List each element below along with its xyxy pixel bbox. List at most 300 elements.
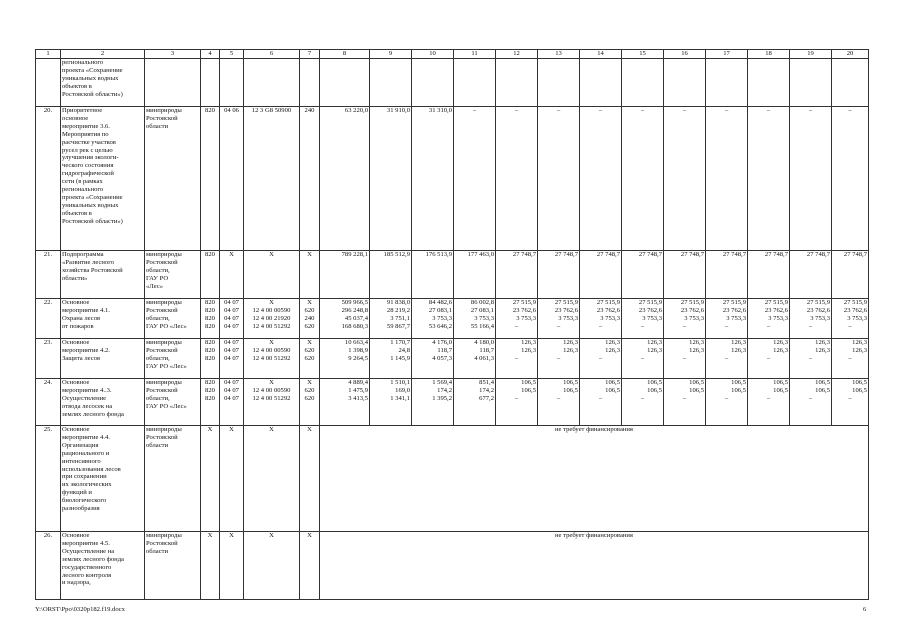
value-line: 3 753,3 [432, 314, 452, 322]
value-cell [832, 299, 869, 339]
value-cell [220, 107, 244, 251]
measure-name [61, 339, 145, 379]
value-line: 04 07 [224, 299, 239, 306]
value-cell [201, 299, 220, 339]
value-cell [320, 379, 370, 426]
value-cell [790, 59, 832, 107]
value-line: 126,3 [815, 339, 830, 346]
value-cell [244, 107, 300, 251]
header-cell: 12 [496, 50, 538, 59]
measure-name-line: улучшения экологи- [62, 154, 119, 162]
value-line: 3 753,3 [558, 314, 578, 322]
value-cell [300, 379, 320, 426]
value-cell [580, 299, 622, 339]
row-number: 21. [36, 251, 61, 299]
value-line: 1 398,9 [348, 346, 368, 354]
executor-line: ГАУ РО «Лес» [146, 322, 187, 330]
value-line: 27 748,7 [722, 251, 746, 258]
measure-name [61, 379, 145, 426]
value-line: 27 748,7 [596, 251, 620, 258]
measure-name [61, 251, 145, 299]
value-line: 31 310,0 [428, 107, 452, 114]
value-cell [244, 299, 300, 339]
value-line: 620 [304, 386, 315, 394]
value-line: 31 910,0 [386, 107, 410, 114]
measure-name-line: мероприятие 4..3. [62, 386, 112, 394]
value-cell [538, 299, 580, 339]
value-line: Х [269, 299, 274, 306]
executor-line: области, [146, 354, 170, 362]
value-line: 126,3 [563, 339, 578, 346]
value-line: 126,3 [563, 346, 578, 354]
value-cell [320, 107, 370, 251]
header-cell: 5 [220, 50, 244, 59]
measure-name-line: объектов в [62, 209, 92, 217]
value-line: 3 753,3 [684, 314, 704, 322]
value-line: 12 4 00 51292 [252, 322, 291, 330]
measure-name-line: объектов в [62, 82, 92, 90]
value-line: 23 762,6 [554, 306, 578, 314]
executor-line: области [146, 122, 169, 130]
value-line: 1 145,9 [390, 354, 410, 362]
measure-name-line: Основное [62, 426, 90, 433]
value-line: 174,2 [437, 386, 452, 394]
executor-line: минприроды [146, 107, 182, 114]
value-line: – [598, 354, 603, 362]
measure-name-line: интенсивного [62, 457, 101, 465]
value-line: – [766, 354, 771, 362]
measure-name-line: мероприятие 4.2. [62, 346, 110, 354]
value-line: 820 [205, 314, 215, 322]
value-line: 27 515,9 [512, 299, 536, 306]
measure-name [61, 299, 145, 339]
value-line: – [598, 322, 603, 330]
value-line: 23 762,6 [638, 306, 662, 314]
value-line: 820 [205, 394, 215, 402]
header-cell: 8 [320, 50, 370, 59]
value-line: 3 753,3 [474, 314, 494, 322]
value-cell [454, 107, 496, 251]
value-line: 106,5 [521, 379, 536, 386]
value-cell [496, 299, 538, 339]
value-line: 9 264,5 [348, 354, 368, 362]
value-line: Х [269, 426, 274, 433]
value-cell [496, 59, 538, 107]
value-line: 126,3 [689, 346, 704, 354]
value-line: 4 061,3 [474, 354, 494, 362]
value-line: Х [229, 426, 234, 433]
measure-name-line: их экологических [62, 481, 112, 489]
executor-line: области [146, 441, 169, 449]
executor-line: Ростовской [146, 306, 178, 314]
value-line: Х [307, 251, 312, 258]
value-line: – [682, 354, 687, 362]
header-cell: 16 [664, 50, 706, 59]
header-cell: 2 [61, 50, 145, 59]
value-cell [201, 339, 220, 379]
value-line: 185 512,9 [383, 251, 410, 258]
measure-name-line: Осуществление [62, 394, 107, 402]
value-cell [832, 59, 869, 107]
value-cell [748, 299, 790, 339]
executor-line: ГАУ РО «Лес» [146, 362, 187, 370]
value-line: Х [229, 532, 234, 539]
value-line: – [808, 354, 813, 362]
value-cell [748, 59, 790, 107]
measure-name-line: землях лесного фонда [62, 555, 124, 563]
value-line: 12 4 00 00590 [252, 386, 291, 394]
executor-line: области, [146, 314, 170, 322]
value-cell [706, 251, 748, 299]
value-line: 106,5 [852, 386, 867, 394]
value-line: 1 510,1 [390, 379, 410, 386]
value-line: 63 220,0 [344, 107, 368, 114]
value-line: 12 3 G8 50900 [251, 107, 292, 114]
value-line: – [724, 394, 729, 402]
value-line: 126,3 [689, 339, 704, 346]
executor-line: Ростовской [146, 258, 178, 266]
page-number: 6 [863, 606, 867, 613]
value-cell [832, 339, 869, 379]
value-cell [748, 107, 790, 251]
no-funding-note: не требует финансирования [320, 426, 869, 532]
value-line: – [848, 354, 852, 362]
value-line: – [682, 107, 687, 114]
value-line: 3 753,3 [516, 314, 536, 322]
value-cell [201, 426, 220, 532]
measure-name-line: Основное [62, 532, 90, 539]
value-cell [220, 251, 244, 299]
value-cell [748, 339, 790, 379]
value-line: 12 4 00 00590 [252, 306, 291, 314]
no-funding-note: не требует финансирования [320, 532, 869, 600]
value-cell [706, 59, 748, 107]
value-line: – [640, 322, 645, 330]
value-line: 27 515,9 [680, 299, 704, 306]
value-cell [538, 59, 580, 107]
value-cell [244, 426, 300, 532]
executor [145, 107, 201, 251]
value-line: Х [207, 426, 213, 433]
value-cell [220, 59, 244, 107]
value-line: Х [269, 339, 274, 346]
value-cell [622, 299, 664, 339]
header-cell: 20 [832, 50, 869, 59]
value-cell [790, 107, 832, 251]
value-cell [300, 339, 320, 379]
measure-name-line: Ростовской области») [62, 90, 123, 98]
measure-name-line: уникальных водных [62, 74, 119, 82]
value-line: Х [307, 299, 312, 306]
value-line: 23 762,6 [806, 306, 830, 314]
executor-line: минприроды [146, 339, 182, 346]
measure-name-line: при сохранении [62, 473, 107, 481]
value-line: 04 07 [224, 394, 239, 402]
value-line: 27 515,9 [806, 299, 830, 306]
measure-name-line: расчистке участков [62, 138, 116, 146]
value-line: – [682, 322, 687, 330]
table-row [36, 426, 869, 532]
executor [145, 251, 201, 299]
value-line: 04 07 [224, 379, 239, 386]
value-line: Х [207, 532, 213, 539]
value-cell [832, 379, 869, 426]
value-line: – [556, 354, 561, 362]
value-line: 27 748,7 [554, 251, 578, 258]
value-line: 04 07 [224, 306, 239, 314]
value-line: 59 867,7 [386, 322, 410, 330]
value-cell [790, 251, 832, 299]
executor [145, 426, 201, 532]
value-cell [454, 59, 496, 107]
value-line: 820 [205, 354, 215, 362]
value-line: Х [229, 251, 234, 258]
file-path: Y:\ORST\Ppo\0320p182.f19.docx [35, 606, 125, 613]
value-cell [496, 379, 538, 426]
measure-name-line: Основное [62, 299, 90, 306]
value-line: – [598, 107, 603, 114]
executor [145, 532, 201, 600]
value-cell [220, 299, 244, 339]
value-line: Х [307, 532, 312, 539]
value-line: 27 515,9 [554, 299, 578, 306]
value-line: 4 176,0 [432, 339, 452, 346]
value-line: 3 753,3 [726, 314, 746, 322]
row-number [36, 59, 61, 107]
value-line: 106,5 [773, 386, 788, 394]
measure-name-line: хозяйства Ростовской [62, 266, 123, 274]
value-line: Х [307, 339, 312, 346]
value-line: – [514, 107, 519, 114]
value-cell [706, 379, 748, 426]
value-cell [538, 251, 580, 299]
value-line: 04 07 [224, 339, 239, 346]
header-cell: 7 [300, 50, 320, 59]
executor-line: Ростовской [146, 114, 178, 122]
row-number: 26. [36, 532, 61, 600]
value-cell [300, 426, 320, 532]
value-cell [664, 299, 706, 339]
value-cell [220, 379, 244, 426]
value-cell [320, 299, 370, 339]
value-line: 27 748,7 [512, 251, 536, 258]
value-cell [454, 379, 496, 426]
value-line: – [848, 394, 852, 402]
value-cell [664, 59, 706, 107]
value-cell [832, 251, 869, 299]
executor-line: Ростовской [146, 433, 178, 441]
value-line: 24,8 [398, 346, 410, 354]
value-line: 106,5 [731, 386, 746, 394]
value-line: 106,5 [521, 386, 536, 394]
value-line: 820 [205, 306, 215, 314]
value-line: 176 513,9 [425, 251, 452, 258]
value-line: 27 083,1 [470, 306, 494, 314]
measure-name [61, 107, 145, 251]
value-line: – [640, 107, 645, 114]
value-line: 126,3 [605, 346, 620, 354]
value-line: – [556, 107, 561, 114]
value-line: 789 228,1 [341, 251, 368, 258]
value-cell [244, 379, 300, 426]
measure-name-line: русел рек с целью [62, 146, 113, 154]
value-line: 27 515,9 [722, 299, 746, 306]
executor-line: минприроды [146, 299, 182, 306]
value-cell [300, 532, 320, 600]
measure-name-line: проекта «Сохранение [62, 66, 123, 74]
value-cell [790, 339, 832, 379]
value-line: – [514, 322, 519, 330]
value-cell [664, 379, 706, 426]
value-cell [790, 379, 832, 426]
value-line: 12 4 00 51292 [252, 394, 291, 402]
value-line: 23 762,6 [680, 306, 704, 314]
measure-name-line: мероприятие 4.1. [62, 306, 110, 314]
value-cell [244, 339, 300, 379]
measure-name-line: разнообразия [62, 505, 100, 513]
value-cell [320, 59, 370, 107]
value-line: 106,5 [563, 379, 578, 386]
measure-name-line: и надзора, [62, 579, 91, 587]
value-cell [580, 339, 622, 379]
value-line: 126,3 [605, 339, 620, 346]
value-line: 27 083,1 [428, 306, 452, 314]
measure-name-line: землях лесного фонда [62, 410, 124, 418]
value-line: 45 037,4 [344, 314, 368, 322]
value-line: – [724, 354, 729, 362]
value-line: 126,3 [852, 339, 867, 346]
value-line: 118,7 [437, 346, 452, 354]
measure-name-line: отвода лесосек на [62, 402, 113, 410]
value-cell [370, 299, 412, 339]
value-cell [201, 379, 220, 426]
value-line: – [514, 354, 519, 362]
measure-name-line: Мероприятия по [62, 130, 109, 138]
value-line: 126,3 [773, 339, 788, 346]
value-line: 27 748,7 [806, 251, 830, 258]
measure-name-line: гидрографической [62, 170, 114, 178]
value-line: 620 [304, 322, 315, 330]
measure-name-line: Основное [62, 339, 90, 346]
header-cell: 18 [748, 50, 790, 59]
table-row [36, 107, 869, 251]
value-line: 3 751,1 [390, 314, 410, 322]
value-line: 3 753,3 [847, 314, 867, 322]
value-cell [664, 339, 706, 379]
value-cell [664, 107, 706, 251]
executor-line: ГАУ РО «Лес» [146, 402, 187, 410]
value-cell [412, 59, 454, 107]
value-line: 168 680,3 [341, 322, 368, 330]
value-line: – [848, 107, 852, 114]
row-number: 25. [36, 426, 61, 532]
measure-name-line: биологического [62, 497, 107, 505]
measure-name-line: рационального и [62, 449, 110, 457]
value-line: 240 [304, 107, 315, 114]
measure-name-line: регионального [62, 59, 104, 66]
value-cell [370, 339, 412, 379]
value-line: 86 002,8 [470, 299, 494, 306]
value-cell [706, 299, 748, 339]
executor-line: Ростовской [146, 539, 178, 547]
measure-name-line: Охрана лесов [62, 314, 101, 322]
measure-name-line: мероприятие 3.6. [62, 122, 110, 130]
measure-name [61, 532, 145, 600]
value-line: 23 762,6 [843, 306, 867, 314]
value-line: 23 762,6 [512, 306, 536, 314]
value-line: 12 4 00 00590 [252, 346, 291, 354]
value-cell [220, 426, 244, 532]
value-line: 126,3 [852, 346, 867, 354]
row-number: 24. [36, 379, 61, 426]
value-line: 27 515,9 [764, 299, 788, 306]
executor-line: «Лес» [146, 282, 164, 290]
value-line: 27 748,7 [843, 251, 867, 258]
value-line: 3 413,5 [348, 394, 368, 402]
value-cell [622, 251, 664, 299]
value-line: 126,3 [815, 346, 830, 354]
value-cell [832, 107, 869, 251]
measure-name-line: ческого состояния [62, 162, 114, 170]
value-line: – [556, 394, 561, 402]
executor-line: области, [146, 394, 170, 402]
value-line: – [640, 354, 645, 362]
value-line: 620 [304, 354, 315, 362]
value-line: 1 341,1 [390, 394, 410, 402]
measure-name-line: государственного [62, 563, 112, 571]
header-cell: 9 [370, 50, 412, 59]
value-line: 27 748,7 [638, 251, 662, 258]
header-cell: 11 [454, 50, 496, 59]
value-cell [412, 251, 454, 299]
value-cell [622, 339, 664, 379]
value-line: 106,5 [647, 386, 662, 394]
value-cell [496, 251, 538, 299]
value-line: 296 248,8 [341, 306, 368, 314]
value-line: 106,5 [815, 379, 830, 386]
value-line: 126,3 [773, 346, 788, 354]
value-line: – [556, 322, 561, 330]
table-row [36, 532, 869, 600]
value-cell [538, 379, 580, 426]
measure-name-line: функций и [62, 489, 92, 497]
header-cell: 10 [412, 50, 454, 59]
value-cell [201, 107, 220, 251]
header-cell: 6 [244, 50, 300, 59]
executor [145, 299, 201, 339]
measure-name-line: уникальных водных [62, 201, 119, 209]
executor-line: области, [146, 266, 170, 274]
value-line: 12 4 00 51292 [252, 354, 291, 362]
value-line: 126,3 [521, 346, 536, 354]
value-line: 04 07 [224, 354, 239, 362]
value-line: 851,4 [479, 379, 494, 386]
measure-name-line: Ростовской области») [62, 217, 123, 225]
value-cell [496, 339, 538, 379]
value-cell [748, 251, 790, 299]
header-cell: 4 [201, 50, 220, 59]
value-line: 106,5 [773, 379, 788, 386]
value-line: 820 [205, 299, 215, 306]
value-cell [300, 251, 320, 299]
value-line: 04 07 [224, 386, 239, 394]
value-cell [664, 251, 706, 299]
executor-line: минприроды [146, 426, 182, 433]
value-line: – [766, 107, 771, 114]
value-line: 126,3 [647, 339, 662, 346]
value-line: Х [269, 532, 274, 539]
executor [145, 379, 201, 426]
